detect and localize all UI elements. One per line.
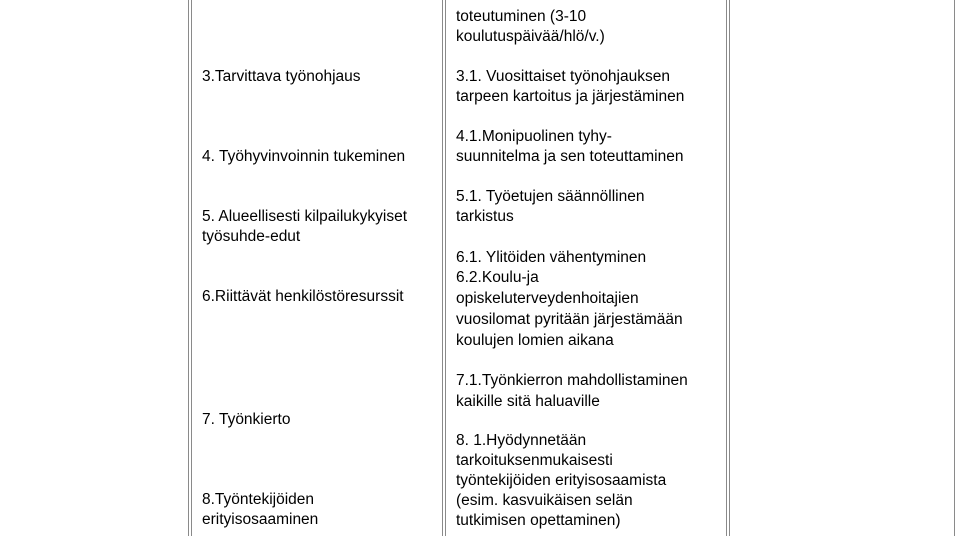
- objective-4-label: 4. Työhyvinvoinnin tukeminen: [202, 148, 406, 165]
- measure-6-2: opiskeluterveydenhoitajien: [456, 290, 639, 307]
- measure-8-1: 8. 1.Hyödynnetään: [456, 432, 587, 449]
- measure-5-1: 5.1. Työetujen säännöllinen: [456, 188, 645, 205]
- measure-8-1: tutkimisen opettaminen): [456, 512, 621, 529]
- measure-7-1: kaikille sitä haluaville: [456, 393, 600, 410]
- table-border-7: [954, 0, 955, 536]
- measure-6-2: vuosilomat pyritään järjestämään: [456, 311, 683, 328]
- measure-8-1: työntekijöiden erityisosaamista: [456, 472, 667, 489]
- objective-8-label-line1: 8.Työntekijöiden: [202, 491, 315, 508]
- objective-6-label: 6.Riittävät henkilöstöresurssit: [202, 288, 404, 305]
- table-border-1: [188, 0, 189, 536]
- table-border-6: [729, 0, 730, 536]
- measure-3-1: 3.1. Vuosittaiset työnohjauksen: [456, 68, 670, 85]
- objective-5-label-line2: työsuhde-edut: [202, 228, 301, 245]
- table-border-5: [726, 0, 727, 536]
- objective-7-label: 7. Työnkierto: [202, 411, 291, 428]
- measure-5-1: tarkistus: [456, 208, 514, 225]
- measure-8-1: (esim. kasvuikäisen selän: [456, 492, 633, 509]
- measure-6-1: 6.1. Ylitöiden vähentyminen: [456, 249, 647, 266]
- measure-8-1: tarkoituksenmukaisesti: [456, 452, 613, 469]
- objective-8-label-line2: erityisosaaminen: [202, 511, 319, 528]
- table-border-2: [191, 0, 192, 536]
- table-border-3: [442, 0, 443, 536]
- measure-3-1: tarpeen kartoitus ja järjestäminen: [456, 88, 685, 105]
- measure-6-2: koulujen lomien aikana: [456, 332, 614, 349]
- table-border-4: [445, 0, 446, 536]
- objective-3-label: 3.Tarvittava työnohjaus: [202, 68, 361, 85]
- objective-5-label-line1: 5. Alueellisesti kilpailukykyiset: [202, 208, 408, 225]
- measure-4-1: suunnitelma ja sen toteuttaminen: [456, 148, 684, 165]
- measure-text: koulutuspäivää/hlö/v.): [456, 28, 605, 45]
- measure-text: toteutuminen (3-10: [456, 8, 587, 25]
- measure-6-2: 6.2.Koulu-ja: [456, 269, 539, 286]
- measure-4-1: 4.1.Monipuolinen tyhy-: [456, 128, 612, 145]
- measure-7-1: 7.1.Työnkierron mahdollistaminen: [456, 372, 688, 389]
